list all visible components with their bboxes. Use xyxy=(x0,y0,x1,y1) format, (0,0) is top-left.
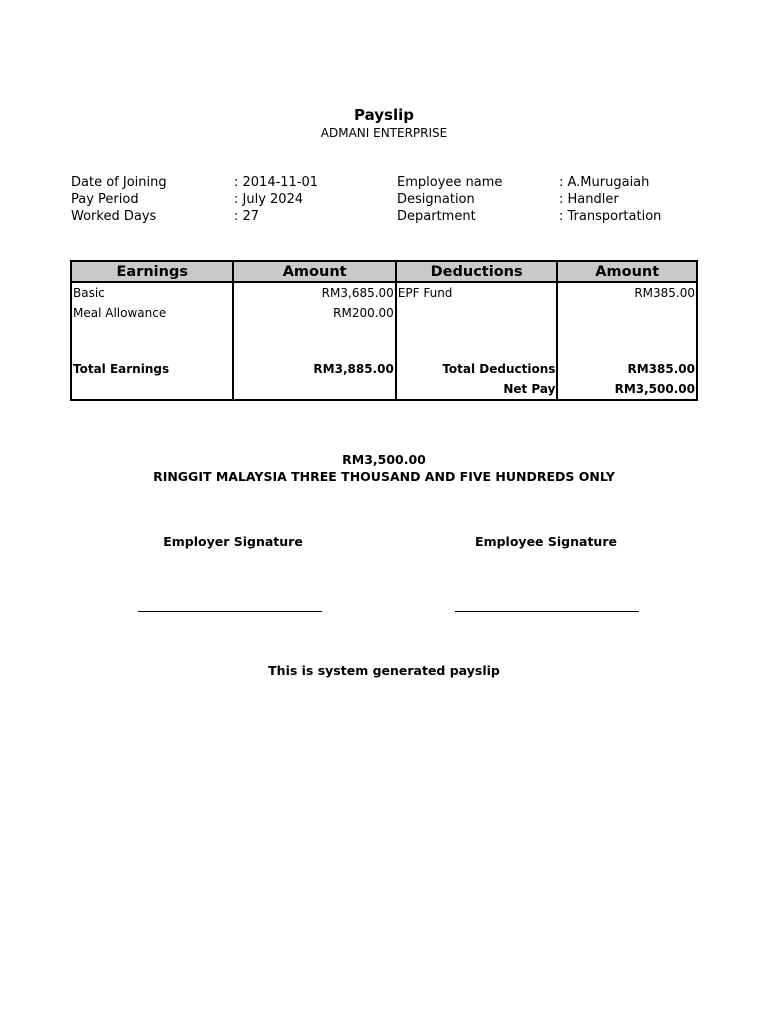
deduction-amount xyxy=(557,303,697,323)
company-name: ADMANI ENTERPRISE xyxy=(320,126,448,140)
deductions-header: Deductions xyxy=(396,261,558,282)
earnings-header: Earnings xyxy=(71,261,233,282)
employee-signature-line xyxy=(455,611,639,612)
info-label: Worked Days xyxy=(71,209,157,224)
info-value: : A.Murugaiah xyxy=(559,175,650,190)
earnings-amount-header: Amount xyxy=(233,261,395,282)
info-label: Employee name xyxy=(397,175,503,190)
info-value: : Handler xyxy=(559,192,619,207)
info-value: : July 2024 xyxy=(234,192,304,207)
info-label: Designation xyxy=(397,192,475,207)
employer-signature-label: Employer Signature xyxy=(163,534,303,549)
deduction-item xyxy=(396,303,558,323)
net-amount-words: RINGGIT MALAYSIA THREE THOUSAND AND FIVE HUNDREDS ONLY xyxy=(153,469,615,484)
net-pay-label: Net Pay xyxy=(396,379,558,400)
earning-item: Basic xyxy=(71,282,233,303)
table-header-row xyxy=(71,261,697,282)
info-value: : 27 xyxy=(234,209,260,224)
earning-item: Meal Allowance xyxy=(71,303,233,323)
table-row xyxy=(71,282,697,303)
total-deductions-value: RM385.00 xyxy=(557,359,697,379)
employee-signature-label: Employee Signature xyxy=(475,534,617,549)
total-earnings-value: RM3,885.00 xyxy=(233,359,395,379)
deduction-item: EPF Fund xyxy=(396,282,558,303)
earning-amount: RM3,685.00 xyxy=(233,282,395,303)
net-pay-row xyxy=(71,379,697,400)
earning-amount: RM200.00 xyxy=(233,303,395,323)
table-spacer-row xyxy=(71,323,697,359)
deduction-amount: RM385.00 xyxy=(557,282,697,303)
footer-note: This is system generated payslip xyxy=(268,663,500,678)
info-label: Pay Period xyxy=(71,192,139,207)
total-earnings-label: Total Earnings xyxy=(71,359,233,379)
info-value: : 2014-11-01 xyxy=(234,175,319,190)
net-pay-value: RM3,500.00 xyxy=(557,379,697,400)
table-row xyxy=(71,303,697,323)
info-label: Department xyxy=(397,209,476,224)
totals-row xyxy=(71,359,697,379)
info-label: Date of Joining xyxy=(71,175,167,190)
deductions-amount-header: Amount xyxy=(557,261,697,282)
net-amount: RM3,500.00 xyxy=(342,452,426,467)
payslip-title: Payslip xyxy=(354,106,414,124)
info-value: : Transportation xyxy=(559,209,662,224)
total-deductions-label: Total Deductions xyxy=(396,359,558,379)
employer-signature-line xyxy=(138,611,322,612)
earnings-deductions-table xyxy=(70,260,698,401)
